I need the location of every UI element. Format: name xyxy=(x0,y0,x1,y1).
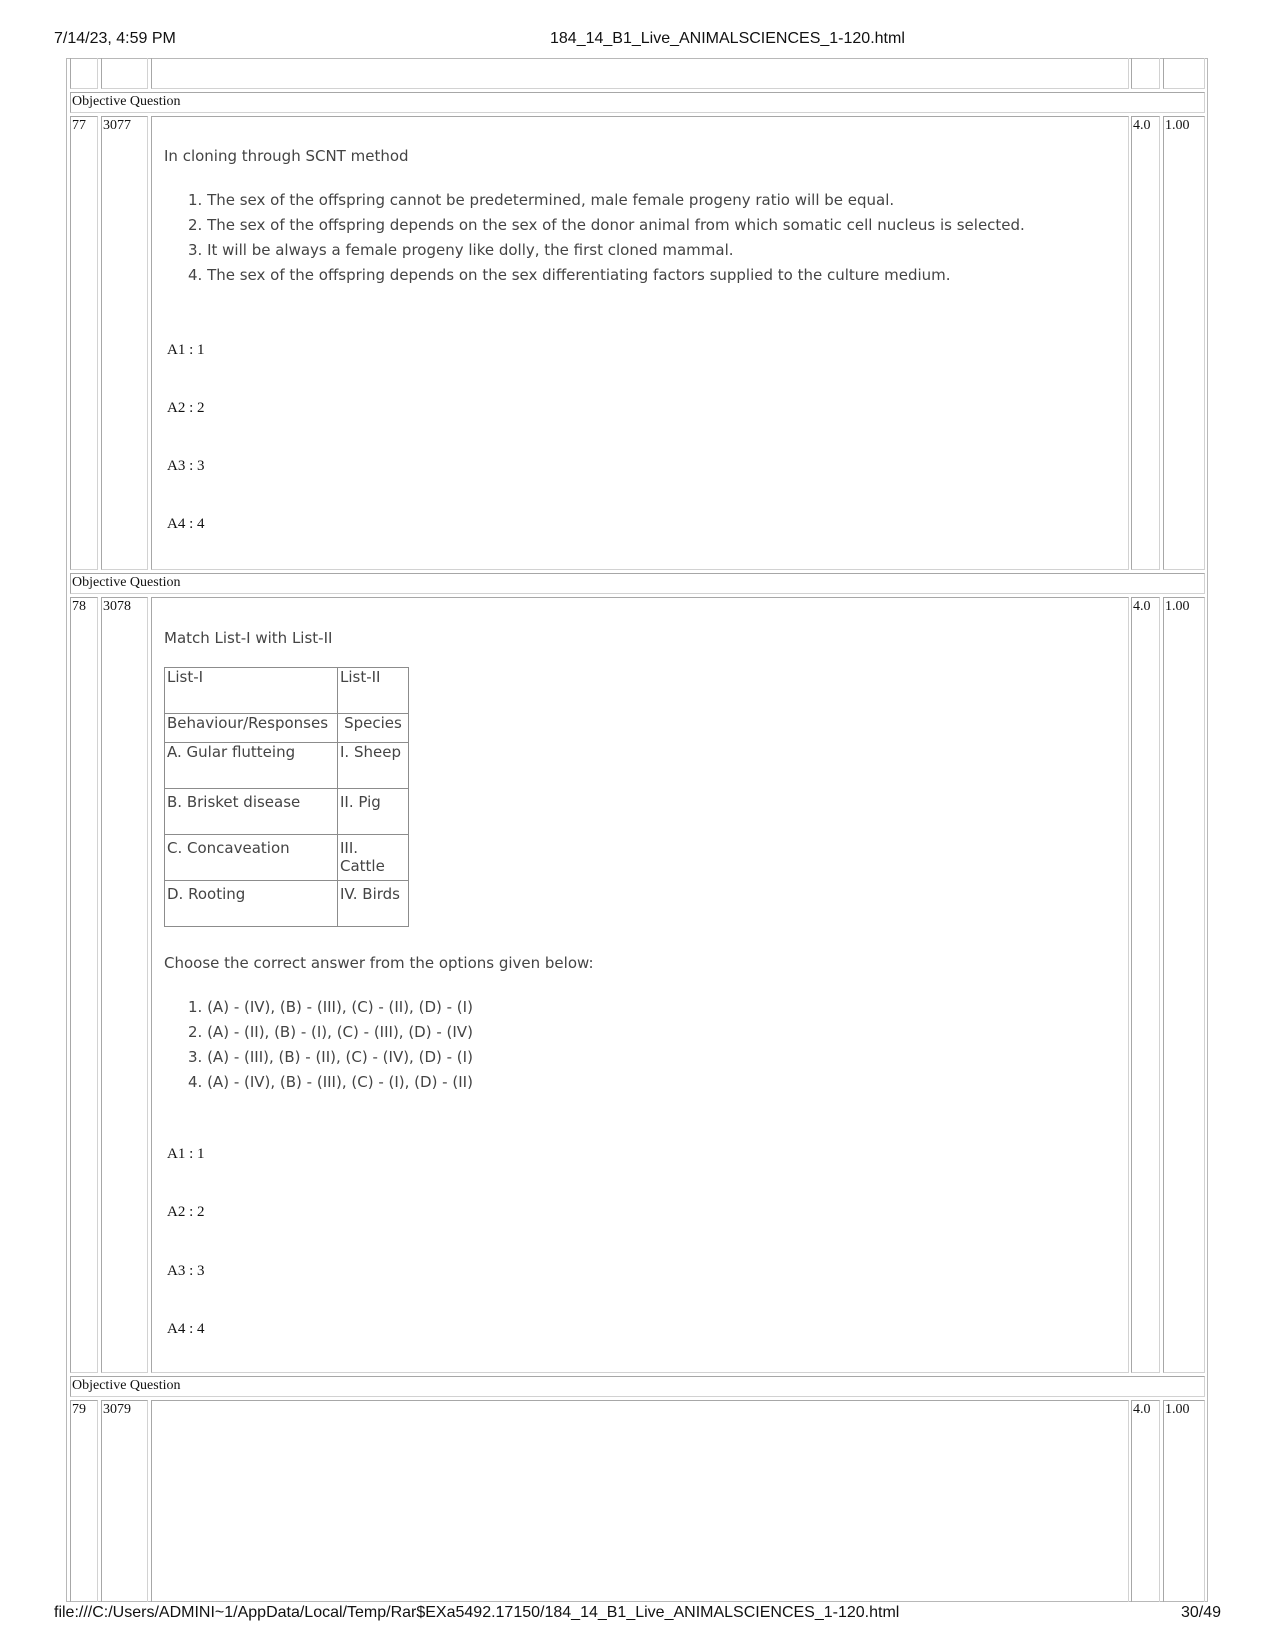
answer-label: A4 : 4 xyxy=(167,1321,205,1337)
marks-value: 4.0 xyxy=(1133,118,1151,133)
question-id-cell xyxy=(101,1400,148,1602)
question-number-cell xyxy=(70,116,98,570)
match-table-header: List-II xyxy=(338,668,409,714)
print-date: 7/14/23, 4:59 PM xyxy=(54,30,176,47)
negative-marks-cell xyxy=(1163,116,1205,570)
option-item: 2. The sex of the offspring depends on the sex of the donor animal from which somatic cell nucleus is selected. xyxy=(188,216,1025,234)
option-item: 4. The sex of the offspring depends on the sex differentiating factors supplied to the culture medium. xyxy=(188,266,951,284)
option-item: 3. (A) - (III), (B) - (II), (C) - (IV), (D) - (I) xyxy=(188,1048,473,1066)
marks-value: 4.0 xyxy=(1133,1402,1151,1417)
match-table-cell: D. Rooting xyxy=(165,881,338,927)
prev-row-number-cell xyxy=(70,58,98,89)
answer-label: A3 : 3 xyxy=(167,1263,205,1279)
question-id-cell xyxy=(101,597,148,1373)
answer-label: A1 : 1 xyxy=(167,342,205,358)
match-table-cell: II. Pig xyxy=(338,789,409,835)
marks-cell xyxy=(1131,1400,1160,1602)
answer-label: A3 : 3 xyxy=(167,458,205,474)
question-type-label: Objective Question xyxy=(72,575,181,590)
prev-row-id-cell xyxy=(101,58,148,89)
print-title: 184_14_B1_Live_ANIMALSCIENCES_1-120.html xyxy=(550,30,905,47)
prev-row-content-cell xyxy=(151,58,1129,89)
option-item: 3. It will be always a female progeny like dolly, the first cloned mammal. xyxy=(188,241,734,259)
print-file-path: file:///C:/Users/ADMINI~1/AppData/Local/Temp/Rar$EXa5492.17150/184_14_B1_Live_ANIMALSCIENCES_1-120.html xyxy=(54,1604,900,1621)
question-stem: In cloning through SCNT method xyxy=(164,147,409,165)
question-content-cell xyxy=(151,1400,1129,1602)
question-number: 78 xyxy=(72,599,86,614)
question-type-label: Objective Question xyxy=(72,1378,181,1393)
negative-marks-value: 1.00 xyxy=(1165,118,1190,133)
marks-cell xyxy=(1131,597,1160,1373)
negative-marks-cell xyxy=(1163,597,1205,1373)
answer-label: A4 : 4 xyxy=(167,516,205,532)
question-content-cell xyxy=(151,116,1129,570)
question-type-label: Objective Question xyxy=(72,94,181,109)
answer-label: A1 : 1 xyxy=(167,1146,205,1162)
question-number: 77 xyxy=(72,118,86,133)
prev-row-negative-cell xyxy=(1163,58,1205,89)
question-id-cell xyxy=(101,116,148,570)
answer-label: A2 : 2 xyxy=(167,400,205,416)
match-table-cell: IV. Birds xyxy=(338,881,409,927)
negative-marks-value: 1.00 xyxy=(1165,1402,1190,1417)
match-table-subheader: Behaviour/Responses xyxy=(165,714,338,743)
match-table-cell: III. Cattle xyxy=(338,835,409,881)
option-item: 2. (A) - (II), (B) - (I), (C) - (III), (D) - (IV) xyxy=(188,1023,473,1041)
match-table-cell: A. Gular flutteing xyxy=(165,743,338,789)
question-id: 3077 xyxy=(103,118,131,133)
option-item: 4. (A) - (IV), (B) - (III), (C) - (I), (D) - (II) xyxy=(188,1073,473,1091)
match-table xyxy=(164,667,409,927)
instruction-text: Choose the correct answer from the options given below: xyxy=(164,954,594,972)
negative-marks-cell xyxy=(1163,1400,1205,1602)
option-list xyxy=(188,995,473,1095)
match-table-cell: I. Sheep xyxy=(338,743,409,789)
question-number-cell xyxy=(70,1400,98,1602)
option-item: 1. (A) - (IV), (B) - (III), (C) - (II), (D) - (I) xyxy=(188,998,473,1016)
option-item: 1. The sex of the offspring cannot be predetermined, male female progeny ratio will be equal. xyxy=(188,191,895,209)
match-table-header: List-I xyxy=(165,668,338,714)
negative-marks-value: 1.00 xyxy=(1165,599,1190,614)
marks-cell xyxy=(1131,116,1160,570)
question-type-row xyxy=(70,1376,1205,1397)
question-id: 3079 xyxy=(103,1402,131,1417)
prev-row-marks-cell xyxy=(1131,58,1160,89)
answer-label: A2 : 2 xyxy=(167,1204,205,1220)
question-number: 79 xyxy=(72,1402,86,1417)
match-table-cell: B. Brisket disease xyxy=(165,789,338,835)
question-type-row xyxy=(70,573,1205,594)
question-number-cell xyxy=(70,597,98,1373)
page-number: 30/49 xyxy=(1181,1604,1222,1621)
marks-value: 4.0 xyxy=(1133,599,1151,614)
question-id: 3078 xyxy=(103,599,131,614)
question-stem: Match List-I with List-II xyxy=(164,629,333,647)
match-table-subheader: Species xyxy=(338,714,409,743)
option-list xyxy=(188,188,1025,288)
match-table-cell: C. Concaveation xyxy=(165,835,338,881)
question-type-row xyxy=(70,92,1205,113)
